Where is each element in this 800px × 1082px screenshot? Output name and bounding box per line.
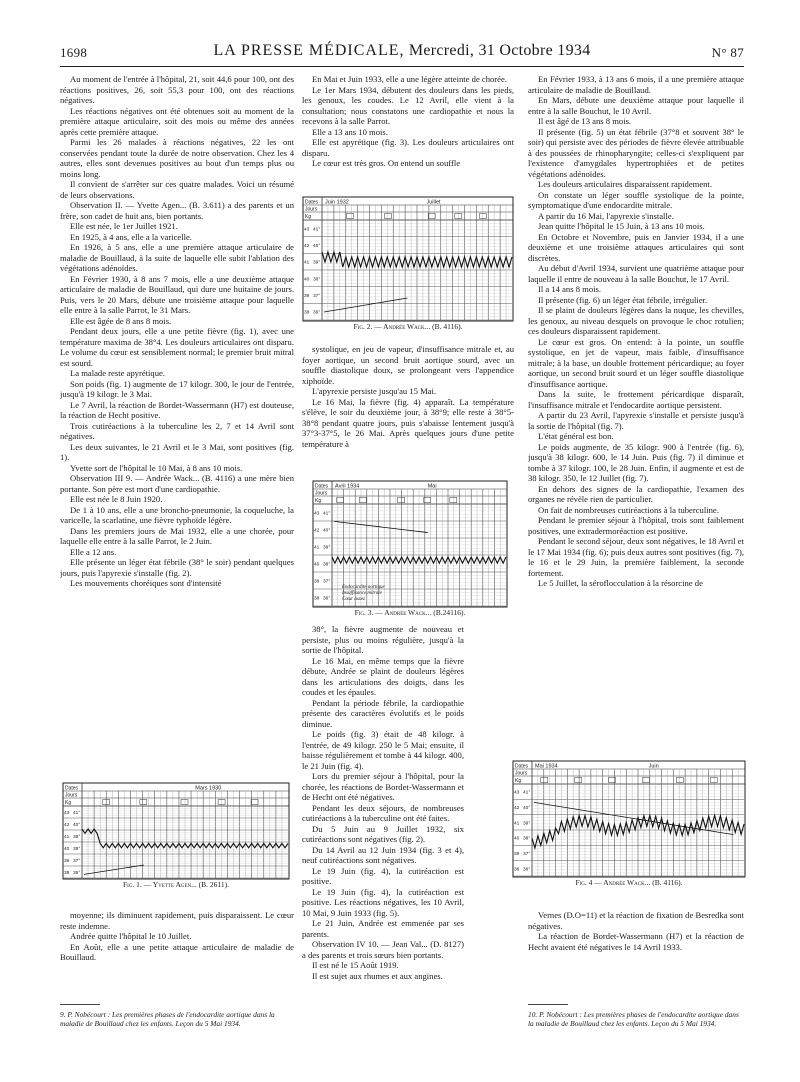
paragraph: Le 21 Juin, Andrée est emmenée par ses parents. [302, 918, 464, 939]
weight-tick-label: 42 [304, 244, 310, 249]
paragraph: A partir du 16 Mai, l'apyrexie s'installe. [538, 210, 674, 221]
paragraph: Il a 14 ans 8 mois. [538, 284, 602, 294]
paragraph: Son poids (fig. 1) augmente de 17 kilogr. 300, le jour de l'entrée, jusqu'à 19 kilogr. le 3 Mai. [60, 378, 294, 399]
paragraph: Andrée quitte l'hôpital le 10 Juillet. [70, 931, 192, 941]
paragraph: Pendant deux jours, elle a une petite fièvre (fig. 1), avec une température maxima de 38°4. Les douleurs articulaires ont disparu. Le volume du cœur est sensiblement normal; le premier bruit mitral est sourd. [60, 326, 294, 368]
chart-month-label: Juillet [426, 199, 441, 206]
page-number: 1698 [60, 45, 88, 60]
paragraph: Dans les premiers jours de Mai 1932, elle a une chorée, pour laquelle elle entre à la salle Parrot, le 2 Juin. [60, 525, 294, 546]
weight-tick-label: 40 [64, 847, 70, 852]
paragraph: Le 5 Juillet, la séroflocculation à la résorcine de [538, 578, 703, 588]
row-label-kg: Kg [305, 214, 312, 220]
chart-month-label: Juin [648, 763, 659, 770]
paragraph: Il est né le 15 Août 1919. [312, 960, 399, 970]
weight-tick-label: 43 [304, 227, 310, 233]
paragraph: Pendant le second séjour, deux sont négatives, le 18 Avril et le 17 Mai 1934 (fig. 6); puis deux autres sont positives (fig. 7), le 16 et le 29 Juin, la première faiblement, la seconde fortement. [528, 536, 744, 578]
weight-tick-label: 41 [514, 821, 520, 827]
temp-tick-label: 41° [313, 227, 321, 233]
paragraph: En dehors des signes de la cardiopathie, l'examen des organes ne révèle rien de particulier. [528, 483, 744, 504]
paragraph: Il convient de s'arrêter sur ces quatre malades. Voici un résumé de leurs observations. [60, 179, 294, 200]
paragraph: Elle est née le 8 Juin 1920. [70, 494, 163, 504]
temp-tick-label: 39° [323, 545, 331, 551]
journal-title: LA PRESSE MÉDICALE, [213, 42, 405, 59]
figure-2 [302, 196, 514, 331]
column-middle-top [302, 74, 514, 194]
chart-year-label: Avril 1934 [335, 483, 360, 490]
paragraph: Elle a 12 ans. [70, 546, 117, 557]
figure-4-chart [512, 760, 746, 878]
row-label-jours: Jours [315, 490, 328, 497]
paragraph: En Août, elle a une petite attaque articulaire de maladie de Bouillaud. [60, 941, 294, 962]
row-label-dates: Dates [305, 199, 319, 206]
paragraph: Elle est apyrétique (fig. 3). Les douleurs articulaires ont disparu. [302, 137, 514, 158]
temp-tick-label: 37° [313, 294, 321, 299]
paragraph: Observation II. — Yvette Agen... (B. 3.611) a des parents et un frère, son cadet de huit ans, bien portants. [60, 200, 294, 221]
paragraph: 38°, la fièvre augmente de nouveau et persiste, plus ou moins régulière, jusqu'à la sortie de l'hôpital. [302, 624, 464, 655]
temp-tick-label: 37° [323, 579, 331, 585]
chart-year-label: Juin 1932 [325, 199, 349, 206]
figure-1 [62, 782, 290, 889]
footnote-rule-left [60, 1004, 100, 1005]
paragraph: A partir du 23 Avril, l'apyrexie s'installe et persiste jusqu'à la sortie de l'hôpital (fig. 7). [528, 410, 744, 431]
row-label-dates: Dates [515, 763, 529, 770]
paragraph: Il présente (fig. 5) un état fébrile (37°8 et souvent 38° le soir) qui persiste avec des périodes de fièvre élevée attribuable à des poussées de rhinopharyngite; celles-ci s'expliquent par l'existence d'amygdales hypertrophiées et de petites végétations adénoïdes. [528, 126, 744, 179]
paragraph: De 1 à 10 ans, elle a une broncho-pneumonie, la coqueluche, la varicelle, la scarlatine, une fièvre typhoïde légère. [60, 504, 294, 525]
paragraph: Le cœur est gros. On entend: à la pointe, un souffle systolique, en jet de vapeur, mais faible, d'insuffisance mitrale; à la base, un double frottement péricardique; au foyer aortique, un second bruit sourd et un léger souffle diastolique d'insuffisance aortique. [528, 336, 744, 389]
temp-tick-label: 41° [73, 811, 81, 816]
chart-month-label: Mai [427, 483, 437, 490]
weight-tick-label: 42 [514, 806, 520, 811]
figure-3-caption: Fig. 3. — Andrée Wack... (B.24116). [354, 608, 466, 617]
temp-tick-label: 39° [523, 821, 531, 827]
weight-tick-label: 39 [514, 852, 520, 857]
paragraph: moyenne; ils diminuent rapidement, puis disparaissent. Le cœur reste indemne. [60, 910, 294, 931]
temp-tick-label: 38° [73, 847, 81, 852]
paragraph: Au début d'Avril 1934, survient une quatrième attaque pour laquelle il entre de nouveau à la salle Bouchut, le 17 Avril. [528, 263, 744, 284]
paragraph: Pendant le premier séjour à l'hôpital, trois sont faiblement positives, une extradermoréaction est positive. [528, 515, 744, 536]
paragraph: En 1925, à 4 ans, elle a la varicelle. [70, 231, 192, 242]
temp-tick-label: 38° [523, 836, 531, 842]
paragraph: En 1926, à 5 ans, elle a une première attaque articulaire de maladie de Bouillaud, à la suite de laquelle elle subit l'ablation des végétations adénoïdes. [60, 242, 294, 273]
row-label-jours: Jours [65, 792, 78, 799]
temp-tick-label: 38° [313, 277, 321, 283]
weight-tick-label: 38 [314, 596, 320, 602]
paragraph: En Mars, débute une deuxième attaque pour laquelle il entre à la salle Bouchut, le 10 Avril. [528, 95, 744, 116]
paragraph: La malade reste apyrétique. [70, 368, 165, 378]
journal-title-line [60, 42, 744, 60]
weight-tick-label: 40 [514, 836, 520, 842]
paragraph: Au moment de l'entrée à l'hôpital, 21, soit 44,6 pour 100, ont des réactions positives, 26, soit 55,3 pour 100, ont des réactions négatives. [60, 74, 294, 105]
weight-tick-label: 40 [314, 562, 320, 568]
paragraph: Elle est âgée de 8 ans 8 mois. [70, 315, 172, 326]
figure-3-chart [312, 480, 508, 608]
temp-tick-label: 41° [523, 790, 531, 796]
temp-tick-label: 41° [323, 511, 331, 517]
figure-2-caption: Fig. 2. — Andrée Wack... (B. 4116). [353, 322, 463, 331]
figure-3 [312, 480, 508, 617]
issue-date: Mercredi, 31 Octobre 1934 [408, 42, 591, 59]
temp-tick-label: 36° [313, 310, 321, 316]
paragraph: Les deux suivantes, le 21 Avril et le 3 Mai, sont positives (fig. 1). [60, 441, 294, 462]
temp-tick-label: 37° [73, 859, 81, 864]
paragraph: Le poids augmente, de 35 kilogr. 900 à l'entrée (fig. 6), jusqu'à 38 kilogr. 600, le 14 Juin. Puis (fig. 7) il diminue et tombe à 37 kilogr. 100, le 28 Juin. Enfin, il augmente et est de 38 kilogr. 350, le 12 Juillet (fig. 7). [528, 441, 744, 483]
paragraph: Les douleurs articulaires disparaissent rapidement. [538, 179, 712, 189]
paragraph: Le 19 Juin (fig. 4), la cutiréaction est positive. Les réactions négatives, les 10 Avril, 10 Mai, 9 Juin 1933 (fig. 5). [302, 886, 464, 918]
paragraph: Vernes (D.O=11) et la réaction de fixation de Besredka sont négatives. [528, 910, 744, 931]
footnote-9: 9. P. Nobécourt : Les premières phases de l'endocardite aortique dans la maladie de Bouillaud chez les enfants. Leçon du 5 Mai 1934. [60, 1010, 275, 1029]
temp-tick-label: 37° [523, 852, 531, 857]
paragraph: En Février 1930, à 8 ans 7 mois, elle a une deuxième attaque articulaire de maladie de Bouillaud, qui dure une huitaine de jours. Puis, vers le 20 Mars, débute une troisième attaque pour laquelle elle entre à la salle Parrot, le 31 Mars. [60, 273, 294, 315]
paragraph: Du 5 Juin au 9 Juillet 1932, six cutiréactions sont négatives (fig. 2). [302, 823, 464, 844]
weight-tick-label: 38 [514, 867, 520, 873]
issue-number: N° 87 [711, 45, 744, 60]
temp-tick-label: 36° [73, 871, 81, 876]
column-middle-low [302, 624, 464, 1004]
weight-tick-label: 43 [64, 811, 70, 816]
paragraph: Il se plaint de douleurs légères dans la nuque, les chevilles, les genoux, au niveau desquels on provoque le choc rotulien; ces douleurs disparaissent rapidement. [528, 305, 744, 336]
chart-year-label: Mai 1934 [535, 763, 558, 770]
temp-tick-label: 40° [73, 823, 81, 828]
paragraph: Le poids (fig. 3) était de 48 kilogr. à l'entrée, de 49 kilogr. 250 le 5 Mai; ensuite, il baisse régulièrement et tombe à 44 kilogr. 400, le 21 Juin (fig. 4). [302, 729, 464, 771]
paragraph: Du 14 Avril au 12 Juin 1934 (fig. 3 et 4), neuf cutiréactions sont négatives. [302, 844, 464, 865]
paragraph: L'état général est bon. [538, 431, 614, 441]
paragraph: La réaction de Bordet-Wassermann (H7) et la réaction de Hecht avaient été négatives le 14 Avril 1933. [528, 931, 744, 952]
weight-tick-label: 39 [304, 294, 310, 299]
paragraph: Observation III 9. — Andrée Wack... (B. 4116) a une mère bien portante. Son père est mort d'une cardiopathie. [60, 473, 294, 494]
paragraph: En Mai et Juin 1933, elle a une légère atteinte de chorée. [312, 74, 507, 84]
temp-tick-label: 36° [323, 596, 331, 602]
row-label-kg: Kg [65, 800, 72, 806]
paragraph: Le 16 Mai, en même temps que la fièvre débute, Andrée se plaint de douleurs légères dans les articulations des doigts, dans les coudes et les épaules. [302, 655, 464, 697]
row-label-kg: Kg [315, 498, 322, 504]
chart-legend-text: Insuffisance mitrale [342, 591, 382, 596]
paragraph: Lors du premier séjour à l'hôpital, pour la chorée, les réactions de Bordet-Wassermann et de Hecht ont été négatives. [302, 771, 464, 802]
header-rule [60, 66, 744, 67]
paragraph: Il est âgé de 13 ans 8 mois. [538, 116, 632, 126]
paragraph: Le 1er Mars 1934, débutent des douleurs dans les pieds, les genoux, les coudes. Le 12 Avril, elle vient à la consultation; nous constatons une cardiopathie et nous la recevons à la salle Parrot. [302, 84, 514, 126]
footnote-rule-right [528, 1004, 568, 1005]
column-right-continued [528, 910, 744, 1002]
paragraph: Elle a 13 ans 10 mois. [312, 126, 388, 137]
weight-tick-label: 40 [304, 277, 310, 283]
column-left-continued [60, 910, 294, 998]
paragraph: Les réactions négatives ont été obtenues soit au moment de la première attaque articulaire, soit des mois ou même des années après cette première attaque. [60, 105, 294, 137]
paragraph: On fait de nombreuses cutiréactions à la tuberculine. [538, 504, 719, 515]
temp-tick-label: 39° [313, 260, 321, 266]
paragraph: Pendant les deux séjours, de nombreuses cutiréactions à la tuberculine ont été faites. [302, 802, 464, 823]
paragraph: Trois cutiréactions à la tuberculine les 2, 7 et 14 Avril sont négatives. [60, 420, 294, 441]
weight-tick-label: 43 [514, 790, 520, 796]
row-label-jours: Jours [515, 770, 528, 777]
temp-tick-label: 38° [323, 562, 331, 568]
row-label-dates: Dates [315, 483, 329, 490]
figure-1-chart [62, 782, 290, 880]
weight-tick-label: 42 [64, 823, 70, 828]
figure-4-caption: Fig. 4 — Andrée Wack... (B. 4116). [575, 878, 683, 887]
paragraph: Jean quitte l'hôpital le 15 Juin, à 13 ans 10 mois. [538, 221, 705, 231]
paragraph: Elle présente un léger état fébrile (38° le soir) pendant quelques jours, puis l'apyrexie s'installe (fig. 2). [60, 557, 294, 578]
weight-tick-label: 39 [314, 579, 320, 585]
paragraph: Yvette sort de l'hôpital le 10 Mai, à 8 ans 10 mois. [70, 462, 243, 473]
row-label-kg: Kg [515, 778, 522, 784]
page-header [60, 40, 744, 64]
column-left [60, 74, 294, 739]
weight-tick-label: 42 [314, 528, 320, 534]
paragraph: Il présente (fig. 6) un léger état fébrile, irrégulier. [538, 294, 708, 305]
weight-tick-label: 41 [304, 260, 310, 266]
paragraph: On constate un léger souffle systolique de la pointe, symptomatique d'une endocardite mitrale. [528, 189, 744, 210]
paragraph: En Octobre et Novembre, puis en Janvier 1934, il a une deuxième et une troisième attaques articulaires qui sont discrètes. [528, 231, 744, 263]
temp-tick-label: 40° [313, 244, 321, 249]
chart-frame [63, 783, 289, 879]
weight-tick-label: 38 [64, 871, 70, 876]
paragraph: Elle est née, le 1er Juillet 1921. [70, 221, 178, 231]
figure-2-chart [302, 196, 514, 322]
chart-month-label: Mars 1930 [195, 785, 222, 792]
paragraph: Le 7 Avril, la réaction de Bordet-Wassermann (H7) est douteuse, la réaction de Hecht positive. [60, 399, 294, 420]
row-label-jours: Jours [305, 206, 318, 213]
paragraph: Dans la suite, le frottement péricardique disparaît, l'insuffisance mitrale et l'endocardite aortique persistent. [528, 389, 744, 410]
weight-tick-label: 43 [314, 511, 320, 517]
temp-tick-label: 40° [323, 528, 331, 534]
column-right [528, 74, 744, 729]
weight-tick-label: 41 [64, 835, 70, 840]
weight-tick-label: 38 [304, 310, 310, 316]
temp-tick-label: 36° [523, 867, 531, 873]
footnote-10: 10. P. Nobécourt : Les premières phases de l'endocardite aortique dans la maladie de Bouillaud chez les enfants. Leçon du 5 Mai 1934. [528, 1010, 739, 1029]
row-label-dates: Dates [65, 785, 79, 792]
paragraph: Pendant la période fébrile, la cardiopathie présente des caractères évolutifs et le poids diminue. [302, 697, 464, 729]
chart-legend-text: Endocardite aortique [342, 585, 385, 590]
temp-tick-label: 39° [73, 835, 81, 840]
paragraph: Il est sujet aux rhumes et aux angines. [312, 970, 443, 981]
weight-tick-label: 39 [64, 859, 70, 864]
paragraph: Le 16 Mai, la fièvre (fig. 4) apparaît. La température s'élève, le soir du deuxième jour, à 38°9; elle reste à 38°5-38°8 pendant quatre jours, puis s'abaisse lentement jusqu'à 37°3-37°5, le 26 Mai. Après quelques jours d'une petite température à [302, 396, 514, 449]
temp-tick-label: 40° [523, 806, 531, 811]
paragraph: Le 19 Juin (fig. 4), la cutiréaction est positive. [302, 865, 464, 886]
weight-tick-label: 41 [314, 545, 320, 551]
paragraph: Observation IV 10. — Jean Val... (D. 8127) a des parents et trois sœurs bien portants. [302, 939, 464, 960]
paragraph: Les mouvements choréiques sont d'intensité [70, 578, 222, 588]
paragraph: systolique, en jeu de vapeur, d'insuffisance mitrale et, au foyer aortique, un second bruit aortique sourd, avec un souffle diastolique doux, se prolongeant vers l'appendice xiphoïde. [302, 344, 514, 386]
paragraph: Parmi les 26 malades à réactions négatives, 22 les ont conservées pendant toute la durée de notre observation. Chez les 4 autres, elles sont devenues positives au bout d'un temps plus ou moins long. [60, 137, 294, 179]
figure-1-caption: Fig. 1. — Yvette Agen... (B. 2611). [122, 880, 230, 889]
chart-legend-text: Cœur assez [342, 597, 365, 602]
paragraph: Le cœur est très gros. On entend un souffle [312, 158, 461, 168]
column-middle-mid [302, 344, 514, 472]
figure-4 [512, 760, 746, 887]
paragraph: En Février 1933, à 13 ans 6 mois, il a une première attaque articulaire de maladie de Bouillaud. [528, 74, 744, 95]
paragraph: L'apyrexie persiste jusqu'au 15 Mai. [312, 386, 437, 396]
